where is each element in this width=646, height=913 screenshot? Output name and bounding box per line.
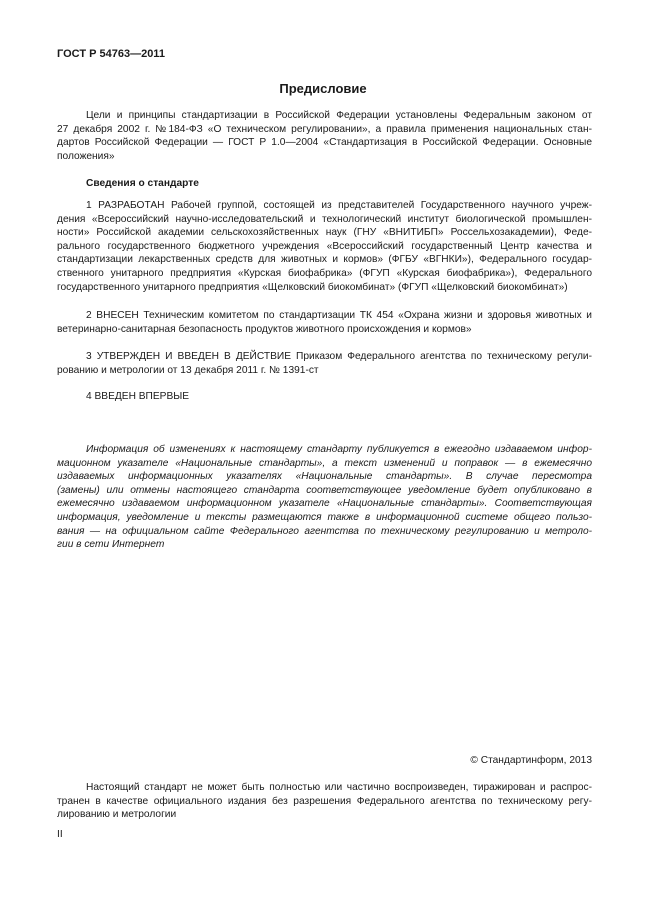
item-line: государственного унитарного предприятия «Щелковский биокомбинат» (ФГУП «Щелковский биокомбинат») [57, 281, 568, 293]
item-developed [57, 199, 592, 294]
section-heading: Сведения о стандарте [86, 178, 199, 189]
change-notice [57, 443, 592, 552]
goals-line: положения» [57, 150, 115, 162]
item-approved [57, 350, 592, 377]
item-line: 3 УТВЕРЖДЕН И ВВЕДЕН В ДЕЙСТВИЕ Приказом Федерального агентства по техническому регули- [86, 351, 592, 362]
item-line: 2 ВНЕСЕН Техническим комитетом по стандартизации ТК 454 «Охрана жизни и здоровья животных и [86, 310, 592, 321]
notice-line: вания — на официальном сайте Федерального агентства по техническому регулированию и метроло- [57, 525, 592, 537]
item-first-introduced [57, 390, 592, 404]
page-number: II [57, 829, 63, 840]
document-code: ГОСТ Р 54763—2011 [57, 48, 165, 60]
copyright: © Стандартинформ, 2013 [470, 755, 592, 766]
goals-line: дартов Российской Федерации — ГОСТ Р 1.0—2004 «Стандартизация в Российской Федерации. Основные [57, 137, 592, 149]
item-line: рального государственного бюджетного учреждения «Всероссийский государственный Центр качества и [57, 240, 592, 252]
page-title: Предисловие [279, 81, 367, 96]
notice-line: гии в сети Интернет [57, 539, 165, 551]
reproduction-line: транен в качестве официального издания без разрешения Федерального агентства по техническому регу- [57, 795, 592, 807]
notice-line: информация, уведомление и тексты размещаются также в информационной системе общего пользо- [57, 511, 592, 523]
item-line: ности» Российской академии сельскохозяйственных наук (ГНУ «ВНИТИБП» Россельхозакадемии), Феде- [57, 227, 592, 239]
reproduction-line: лированию и метрологии [57, 809, 177, 821]
notice-line: мационном указателе «Национальные стандарты», а текст изменений и поправок — в ежемесячно [57, 457, 592, 469]
item-line: 4 ВВЕДЕН ВПЕРВЫЕ [86, 391, 190, 402]
goals-line: 27 декабря 2002 г. №184-ФЗ «О техническом регулировании», а правила применения национальных стан- [57, 123, 592, 135]
notice-line: издаваемых информационных указателях «Национальные стандарты». В случае пересмотра [57, 471, 592, 483]
goals-line: Цели и принципы стандартизации в Российской Федерации установлены Федеральным законом от [86, 110, 592, 121]
reproduction-notice [57, 781, 592, 822]
item-line: дения «Всероссийский научно-исследовательский и технологический институт биологической промышлен- [57, 213, 592, 225]
item-line: ветеринарно-санитарная безопасность продуктов животного происхождения и кормов» [57, 323, 472, 335]
item-introduced [57, 309, 592, 336]
item-line: ственного унитарного предприятия «Курская биофабрика» (ФГУП «Курская биофабрика»), Федерального [57, 267, 592, 279]
item-line: стандартизации лекарственных средств для животных и кормов» (ФГБУ «ВГНКИ»), Федерального государ- [57, 254, 592, 266]
notice-line: Информация об изменениях к настоящему стандарту публикуется в ежегодно издаваемом инфор- [86, 444, 592, 455]
notice-line: ежемесячно издаваемом информационном указателе «Национальные стандарты». Соответствующая [57, 498, 592, 510]
goals-paragraph [57, 109, 592, 163]
item-line: рованию и метрологии от 13 декабря 2011 г. № 1391-ст [57, 364, 319, 376]
item-line: 1 РАЗРАБОТАН Рабочей группой, состоящей из представителей Государственного научного учреж- [86, 200, 592, 211]
reproduction-line: Настоящий стандарт не может быть полностью или частично воспроизведен, тиражирован и распрос- [86, 782, 592, 793]
notice-line: (замены) или отмены настоящего стандарта соответствующее уведомление будет опубликовано в [57, 484, 592, 496]
